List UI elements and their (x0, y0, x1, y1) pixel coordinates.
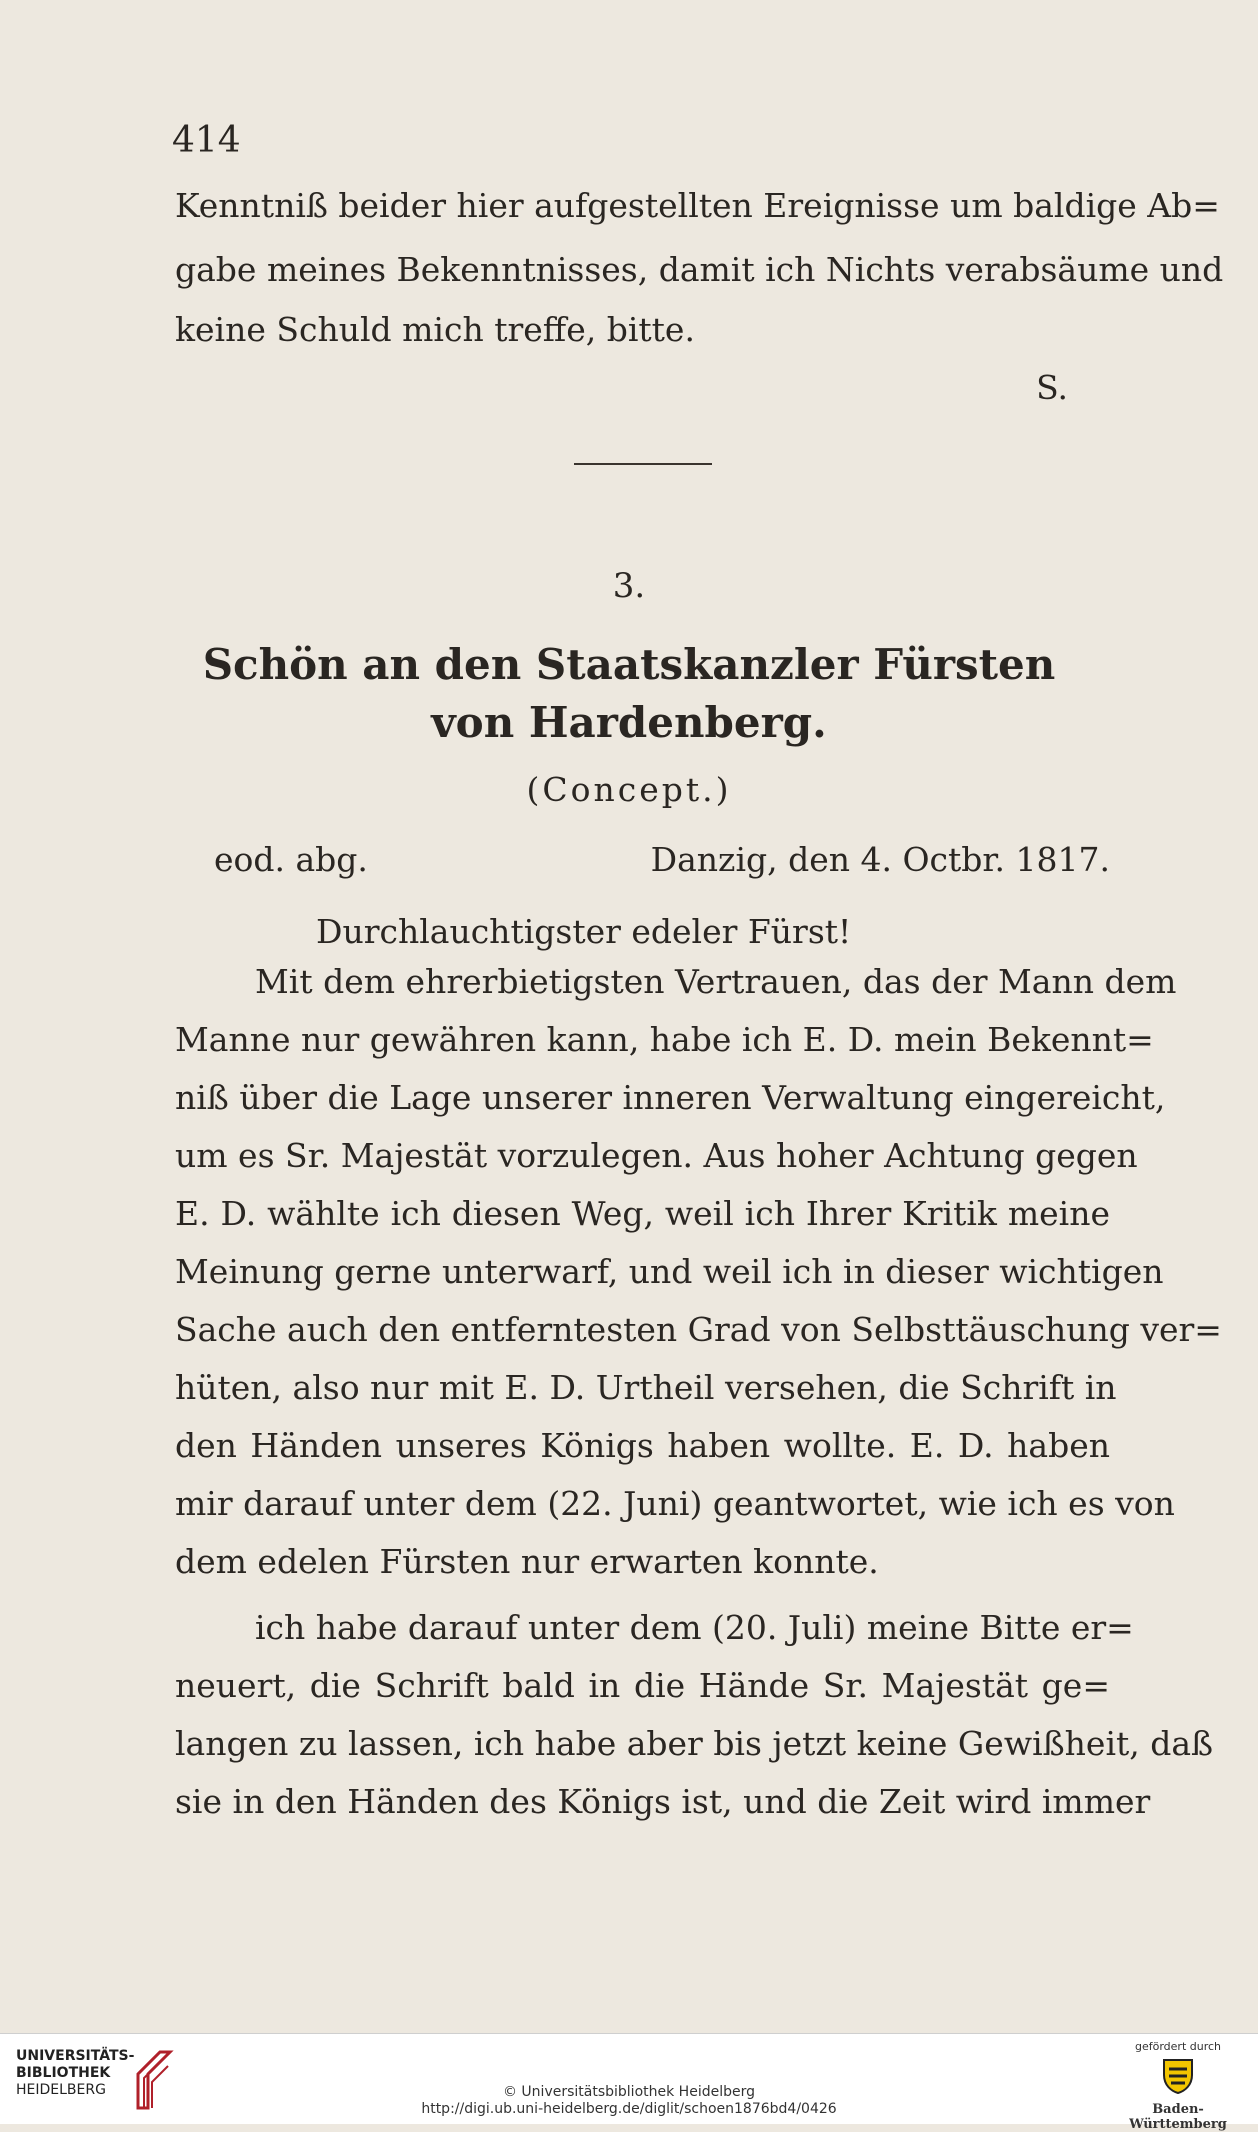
text-line: hüten, also nur mit E. D. Urtheil versehen, die Schrift in (175, 1368, 1117, 1407)
text-line: den Händen unseres Königs haben wollte. E. D. haben (175, 1426, 1110, 1465)
footer-center (0, 2084, 1258, 2118)
dispatch-note: eod. abg. (214, 840, 368, 879)
text-line: mir darauf unter dem (22. Juni) geantwortet, wie ich es von (175, 1484, 1175, 1523)
library-name-line: HEIDELBERG (16, 2082, 106, 2098)
dateline: Danzig, den 4. Octbr. 1817. (650, 840, 1110, 879)
page-number: 414 (172, 120, 241, 161)
text-line: E. D. wählte ich diesen Weg, weil ich Ihrer Kritik meine (175, 1194, 1110, 1233)
text-line: Sache auch den entferntesten Grad von Selbsttäuschung ver= (175, 1310, 1222, 1349)
signature: S. (1036, 368, 1068, 407)
letter-title: Schön an den Staatskanzler Fürsten (202, 640, 1056, 689)
text-line: Kenntniß beider hier aufgestellten Ereignisse um baldige Ab= (175, 186, 1220, 225)
divider (574, 463, 712, 465)
funder-name: Baden-Württemberg (1129, 2102, 1227, 2132)
subtitle: (Concept.) (526, 770, 732, 809)
text-line: neuert, die Schrift bald in die Hände Sr. Majestät ge= (175, 1666, 1110, 1705)
funder (1118, 2040, 1238, 2132)
letter-title: von Hardenberg. (431, 698, 827, 747)
text-line: ich habe darauf unter dem (20. Juli) meine Bitte er= (255, 1608, 1134, 1647)
crest-icon (1161, 2057, 1195, 2095)
library-name-line: BIBLIOTHEK (16, 2065, 111, 2081)
text-line: Meinung gerne unterwarf, und weil ich in dieser wichtigen (175, 1252, 1164, 1291)
copyright: © Universitätsbibliothek Heidelberg (502, 2084, 755, 2100)
library-name-line: UNIVERSITÄTS- (16, 2048, 135, 2064)
text-line: Manne nur gewähren kann, habe ich E. D. mein Bekennt= (175, 1020, 1154, 1059)
text-line: langen zu lassen, ich habe aber bis jetzt keine Gewißheit, daß (175, 1724, 1214, 1763)
text-line: um es Sr. Majestät vorzulegen. Aus hoher Achtung gegen (175, 1136, 1138, 1175)
text-line: niß über die Lage unserer inneren Verwaltung eingereicht, (175, 1078, 1166, 1117)
text-line: sie in den Händen des Königs ist, und die Zeit wird immer (175, 1782, 1151, 1821)
funded-by-label: gefördert durch (1134, 2040, 1222, 2053)
text-line: gabe meines Bekenntnisses, damit ich Nichts verabsäume und (175, 250, 1224, 289)
text-line: Mit dem ehrerbietigsten Vertrauen, das der Mann dem (255, 962, 1177, 1001)
footer-bar (0, 2033, 1258, 2132)
permalink[interactable]: http://digi.ub.uni-heidelberg.de/diglit/schoen1876bd4/0426 (421, 2101, 837, 2117)
salutation: Durchlauchtigster edeler Fürst! (316, 912, 852, 951)
section-number: 3. (612, 566, 646, 606)
text-line: dem edelen Fürsten nur erwarten konnte. (175, 1542, 879, 1581)
text-line: keine Schuld mich treffe, bitte. (175, 310, 695, 349)
